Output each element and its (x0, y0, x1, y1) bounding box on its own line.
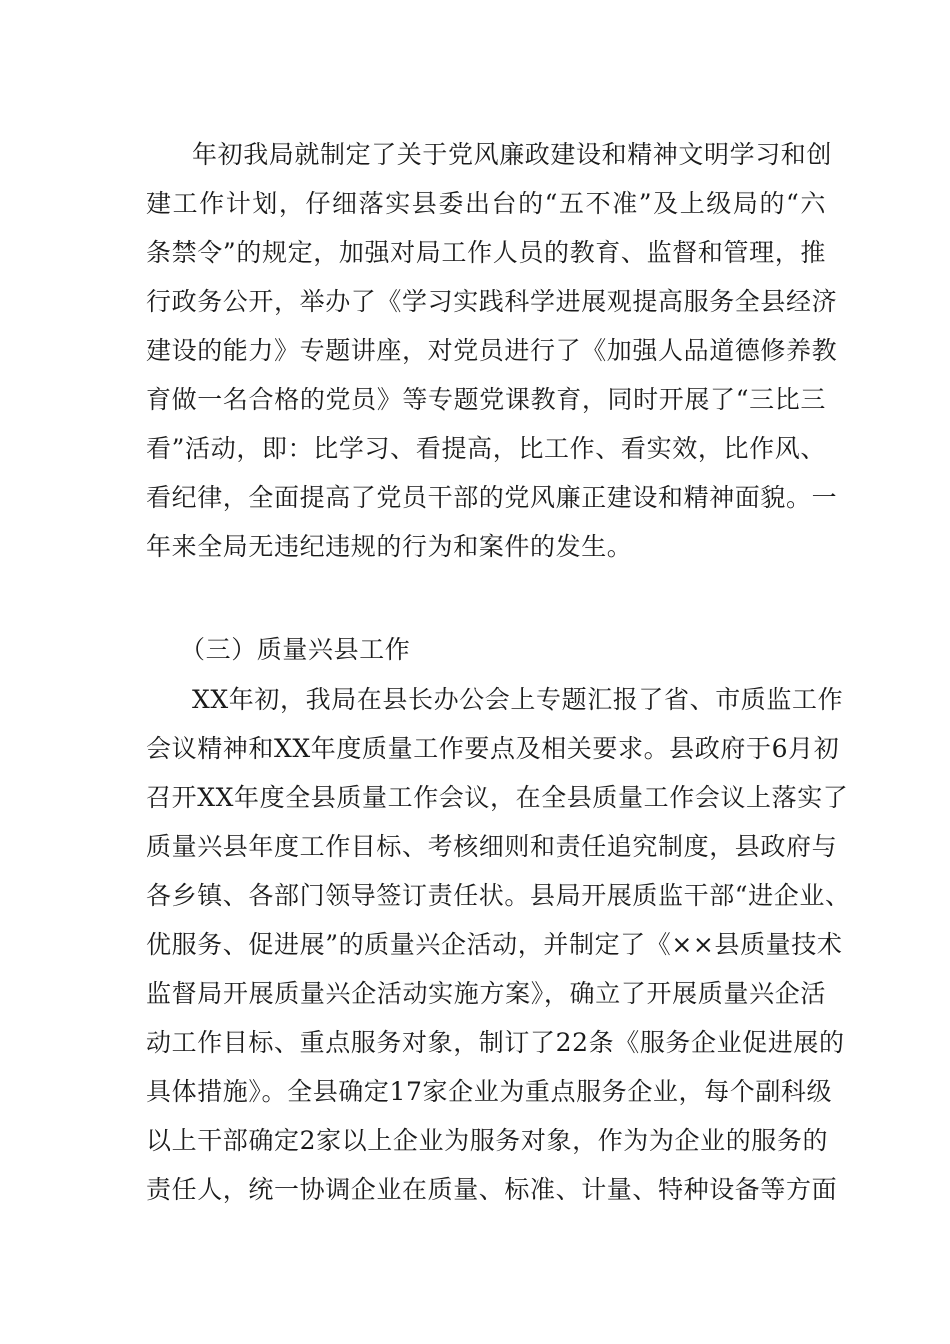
text-line: 各乡镇、各部门领导签订责任状。县局开展质监干部“进企业、 (146, 881, 851, 910)
text-line: 优服务、促进展”的质量兴企活动，并制定了《××县质量技术 (146, 930, 843, 959)
text-line: 条禁令”的规定，加强对局工作人员的教育、监督和管理，推 (146, 238, 826, 267)
text-line: 看纪律，全面提高了党员干部的党风廉正建设和精神面貌。一 (146, 483, 838, 512)
text-line: 监督局开展质量兴企活动实施方案》，确立了开展质量兴企活 (146, 979, 826, 1008)
text-line: 看”活动，即：比学习、看提高，比工作、看实效，比作风、 (146, 434, 826, 463)
text-line: 年初我局就制定了关于党风廉政建设和精神文明学习和创 (192, 140, 833, 169)
text-line: 质量兴县年度工作目标、考核细则和责任追究制度，县政府与 (146, 832, 838, 861)
text-line: 会议精神和XX年度质量工作要点及相关要求。县政府于6月初 (146, 734, 840, 763)
text-line: 建设的能力》专题讲座，对党员进行了《加强人品道德修养教 (146, 336, 838, 365)
paragraph-party-conduct (146, 130, 838, 571)
text-line: XX年初，我局在县长办公会上专题汇报了省、市质监工作 (192, 685, 844, 714)
text-line: 育做一名合格的党员》等专题党课教育，同时开展了“三比三 (146, 385, 826, 414)
text-line: 动工作目标、重点服务对象，制订了22条《服务企业促进展的 (146, 1028, 845, 1057)
text-line: 年来全局无违纪违规的行为和案件的发生。 (146, 532, 633, 561)
paragraph-quality-county (146, 675, 851, 1214)
text-line: 责任人，统一协调企业在质量、标准、计量、特种设备等方面 (146, 1175, 838, 1204)
text-line: 建工作计划，仔细落实县委出台的“五不准”及上级局的“六 (146, 189, 826, 218)
text-line: 以上干部确定2家以上企业为服务对象，作为为企业的服务的 (146, 1126, 829, 1155)
section-heading: （三）质量兴县工作 (180, 635, 411, 664)
text-line: 具体措施》。全县确定17家企业为重点服务企业，每个副科级 (146, 1077, 833, 1106)
text-line: 行政务公开，举办了《学习实践科学进展观提高服务全县经济 (146, 287, 838, 316)
text-line: 召开XX年度全县质量工作会议，在全县质量工作会议上落实了 (146, 783, 849, 812)
